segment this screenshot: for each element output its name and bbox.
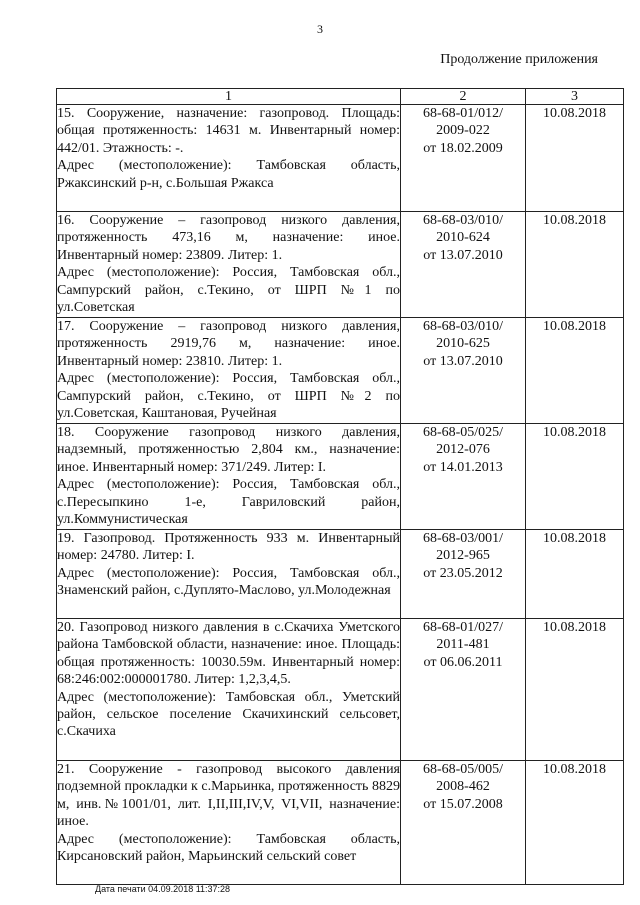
record-date: 10.08.2018 — [526, 619, 624, 761]
column-header-1: 1 — [57, 89, 401, 105]
registration-number-part1: 68-68-03/010/ — [422, 213, 504, 228]
registration-date: от 13.07.2010 — [423, 247, 503, 263]
registration-number-part2: 2011-481 — [436, 637, 490, 653]
registration-date: от 06.06.2011 — [423, 654, 503, 670]
object-description: 20. Газопровод низкого давления в с.Скачиха Уметского района Тамбовской области, назначение: иное. Площадь: общая протяженность: 10030.59м. Инвентарный номер: 68:246:002:000001780. Литер: 1,2,3,4,5. — [57, 620, 400, 688]
registration-number-part2: 2010-625 — [436, 336, 490, 352]
object-description: 16. Сооружение – газопровод низкого давления, протяженность 473,16 м, назначение: иное. Инвентарный номер: 23809. Литер: 1. — [57, 213, 400, 263]
registration-cell — [401, 105, 526, 212]
print-date-footer: Дата печати 04.09.2018 11:37:28 — [95, 884, 231, 894]
object-address: Адрес (местоположение): Россия, Тамбовская обл., Знаменский район, с.Дуплято-Маслово, ул.Молодежная — [57, 565, 400, 599]
object-address: Адрес (местоположение): Россия, Тамбовская обл., с.Пересыпкино 1-е, Гавриловский район, ул.Коммунистическая — [57, 477, 400, 528]
registration-cell — [401, 318, 526, 424]
registry-table — [56, 88, 624, 885]
table-row — [57, 530, 624, 619]
object-address: Адрес (местоположение): Тамбовская область, Кирсановский район, Марьинский сельский совет — [57, 831, 400, 865]
registration-number-part1: 68-68-01/012/ — [422, 106, 504, 121]
object-description: 18. Сооружение газопровод низкого давления, надземный, протяженностью 2,804 км., назначение: иное. Инвентарный номер: 371/249. Литер: I. — [57, 425, 400, 475]
record-date: 10.08.2018 — [526, 761, 624, 885]
registration-number-part1: 68-68-01/027/ — [422, 620, 504, 635]
registration-number-part2: 2009-022 — [436, 123, 490, 139]
object-description-cell — [57, 761, 401, 885]
record-date: 10.08.2018 — [526, 530, 624, 619]
object-address: Адрес (местоположение): Россия, Тамбовская обл., Сампурский район, с.Текино, от ШРП №1 по ул.Советская — [57, 265, 400, 316]
record-date: 10.08.2018 — [526, 318, 624, 424]
registration-number-part2: 2012-965 — [436, 548, 490, 564]
object-description: 19. Газопровод. Протяженность 933 м. Инвентарный номер: 24780. Литер: I. — [57, 531, 400, 564]
object-description-cell — [57, 619, 401, 761]
object-description-cell — [57, 212, 401, 318]
table-row — [57, 424, 624, 530]
table-header-row — [57, 89, 624, 105]
registration-date: от 13.07.2010 — [423, 353, 503, 369]
object-description: 21. Сооружение - газопровод высокого давления подземной прокладки к с.Марьинка, протяженность 8829 м, инв.№1001/01, лит. I,II,III,IV,V, VI,VII, назначение: иное. — [57, 762, 400, 830]
registration-cell — [401, 619, 526, 761]
registration-date: от 15.07.2008 — [423, 796, 503, 812]
object-description-cell — [57, 105, 401, 212]
object-address: Адрес (местоположение): Тамбовская обл., Уметский район, сельское поселение Скачихинский сельсовет, с.Скачиха — [57, 689, 400, 740]
registration-number-part2: 2008-462 — [436, 779, 490, 795]
object-description-cell — [57, 318, 401, 424]
registration-number-part2: 2010-624 — [436, 230, 490, 246]
page-number: 3 — [317, 22, 323, 36]
registration-cell — [401, 212, 526, 318]
record-date: 10.08.2018 — [526, 424, 624, 530]
appendix-continuation-title: Продолжение приложения — [440, 52, 598, 67]
registration-cell — [401, 530, 526, 619]
registration-number-part2: 2012-076 — [436, 442, 490, 458]
table-row — [57, 619, 624, 761]
registration-cell — [401, 761, 526, 885]
object-description: 17. Сооружение – газопровод низкого давления, протяженность 2919,76 м, назначение: иное. Инвентарный номер: 23810. Литер: 1. — [57, 319, 400, 369]
table-row — [57, 105, 624, 212]
object-address: Адрес (местоположение): Тамбовская область, Ржаксинский р-н, с.Большая Ржакса — [57, 158, 400, 191]
registration-number-part1: 68-68-05/025/ — [422, 425, 504, 440]
registration-cell — [401, 424, 526, 530]
object-description-cell — [57, 424, 401, 530]
object-address: Адрес (местоположение): Россия, Тамбовская обл., Сампурский район, с.Текино, от ШРП №2 по ул.Советская, Каштановая, Ручейная — [57, 371, 400, 422]
registration-number-part1: 68-68-05/005/ — [422, 762, 504, 777]
registration-number-part1: 68-68-03/001/ — [422, 531, 504, 546]
registration-number-part1: 68-68-03/010/ — [422, 319, 504, 334]
registration-date: от 18.02.2009 — [423, 140, 503, 156]
record-date: 10.08.2018 — [526, 212, 624, 318]
object-description: 15. Сооружение, назначение: газопровод. Площадь: общая протяженность: 14631 м. Инвентарный номер: 442/01. Этажность: -. — [57, 106, 400, 156]
table-row — [57, 318, 624, 424]
column-header-2: 2 — [401, 89, 526, 105]
registration-date: от 14.01.2013 — [423, 459, 503, 475]
record-date: 10.08.2018 — [526, 105, 624, 212]
table-row — [57, 761, 624, 885]
table-row — [57, 212, 624, 318]
registration-date: от 23.05.2012 — [423, 565, 503, 581]
object-description-cell — [57, 530, 401, 619]
column-header-3: 3 — [526, 89, 624, 105]
